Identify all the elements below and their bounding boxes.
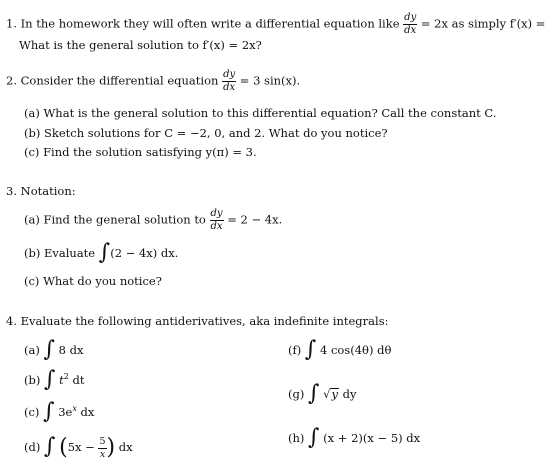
q4-stem: 4. Evaluate the following antiderivatives, aka indefinite integrals: (6, 314, 389, 328)
q3-fraction: $\frac{dy}{dx}$ (210, 208, 223, 232)
q3-stem: 3. Notation: (6, 184, 76, 198)
q1-text-a: 1. In the homework they will often write a differential equation like (6, 16, 404, 31)
q2-part-a: (a) What is the general solution to this differential equation? Call the constant C. (24, 106, 497, 120)
integral-sign: ∫ (43, 399, 55, 424)
integral-sign: ∫ (308, 425, 320, 450)
q4-part-a: (a) ∫ 8 dx (24, 337, 84, 362)
q2-fraction: $\frac{dy}{dx}$ (223, 69, 236, 93)
q2-part-c: (c) Find the solution satisfying y(π) = 3. (24, 145, 257, 159)
integral-sign: ∫ (44, 367, 56, 392)
q2-part-b: (b) Sketch solutions for C = −2, 0, and 2. What do you notice? (24, 126, 388, 140)
q4-part-b: (b) ∫ $t^2$ dt (24, 367, 85, 392)
q3-part-a: (a) Find the general solution to $\frac{dy}{dx}$ = 2 − 4x. (24, 208, 283, 232)
integral-sign: ∫ (44, 434, 56, 459)
integral-sign: ∫ (43, 337, 55, 362)
integral-sign: ∫ (308, 381, 320, 406)
integral-sign: ∫ (304, 337, 317, 362)
q4-d-fraction: $\frac{5}{x}$ (99, 436, 106, 460)
q3-part-b: (b) Evaluate ∫(2 − 4x) dx. (24, 240, 179, 265)
q4-part-h: (h) ∫ (x + 2)(x − 5) dx (288, 425, 421, 450)
q2-stem: 2. Consider the differential equation $\frac{dy}{dx}$ = 3 sin(x). (6, 69, 301, 93)
q3-part-c: (c) What do you notice? (24, 274, 162, 288)
q4-part-f: (f) ∫ 4 cos(4θ) dθ (288, 337, 392, 362)
q4-part-d: (d) ∫ (5x − $\frac{5}{x}$ ) dx (24, 434, 133, 460)
q1-fraction: $\frac{dy}{dx}$ (404, 12, 417, 36)
q1-line2: What is the general solution to f′(x) = 2x? (19, 38, 262, 52)
integral-sign: ∫ (98, 240, 111, 265)
sqrt-sign: √ (323, 387, 331, 401)
q4-part-g: (g) ∫ √y dy (288, 381, 357, 406)
q1-text-b: = 2x as simply f′(x) = (417, 16, 545, 31)
q1-line1 (6, 13, 545, 36)
q4-part-c: (c) ∫ $3e^x$ dx (24, 399, 95, 424)
